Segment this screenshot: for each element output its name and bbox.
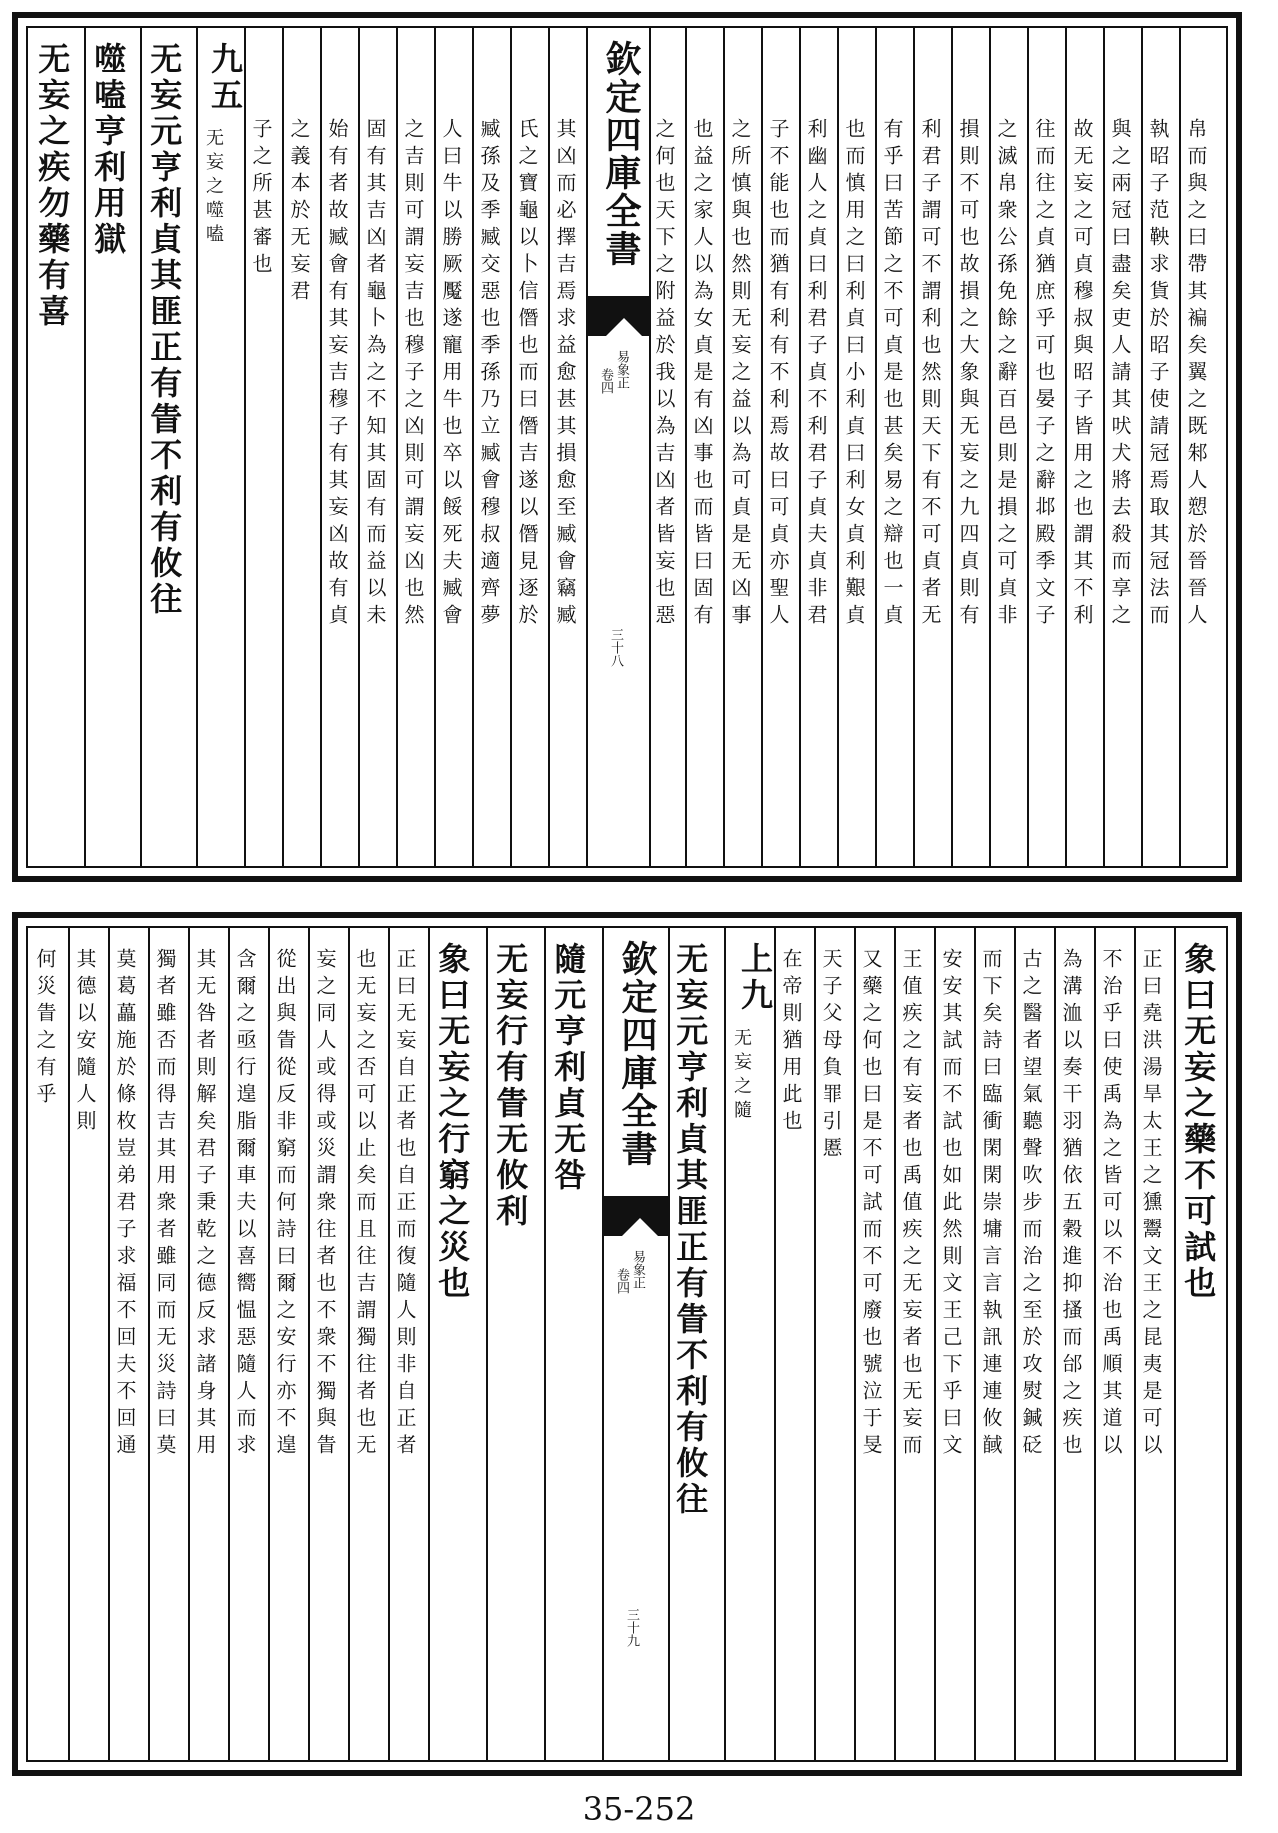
text-column bbox=[854, 928, 896, 1760]
commentary-line: 之所慎與也然則无妄之益以為可貞是无凶事 bbox=[728, 118, 752, 631]
collection-title: 欽定四庫全書 bbox=[600, 40, 642, 268]
page-number: 35-252 bbox=[582, 1790, 696, 1828]
commentary-line: 之何也天下之附益於我以為吉凶者皆妄也惡 bbox=[652, 118, 676, 631]
text-column bbox=[724, 928, 776, 1760]
text-column bbox=[1014, 928, 1056, 1760]
text-column bbox=[934, 928, 976, 1760]
text-column bbox=[799, 28, 839, 866]
text-column bbox=[358, 28, 398, 866]
text-column bbox=[1103, 28, 1143, 866]
commentary-line: 而下矣詩曰臨衝閑閑崇墉言言執訊連連攸馘 bbox=[979, 948, 1003, 1461]
commentary-line: 含爾之亟行遑脂爾車夫以喜嚮愠惡隨人而求 bbox=[233, 948, 257, 1461]
fish-tail-mark-icon bbox=[604, 1196, 668, 1236]
text-column bbox=[188, 928, 230, 1760]
text-column bbox=[837, 28, 877, 866]
main-text-line: 无妄之疾勿藥有喜 bbox=[33, 42, 72, 330]
text-column bbox=[108, 928, 150, 1760]
commentary-line: 正曰无妄自正者也自正而復隨人則非自正者 bbox=[393, 948, 417, 1461]
text-column bbox=[974, 928, 1016, 1760]
text-column bbox=[951, 28, 991, 866]
fish-tail-mark-icon bbox=[588, 296, 649, 336]
commentary-line: 不治乎曰使禹為之皆可以不治也禹順其道以 bbox=[1099, 948, 1123, 1461]
text-column bbox=[68, 928, 110, 1760]
commentary-line: 也益之家人以為女貞是有凶事也而皆曰固有 bbox=[690, 118, 714, 631]
book-title: 易象正 bbox=[614, 350, 629, 389]
commentary-line: 安安其試而不試也如此然則文王己下乎曰文 bbox=[939, 948, 963, 1461]
commentary-line: 利幽人之貞曰利君子貞不利君子貞夫貞非君 bbox=[804, 118, 828, 631]
commentary-line: 之義本於无妄君 bbox=[287, 118, 311, 307]
commentary-line: 正曰堯洪湯旱太王之獯鬻文王之昆夷是可以 bbox=[1139, 948, 1163, 1461]
line-note: 无妄之噬嗑 bbox=[203, 128, 224, 248]
text-column bbox=[1134, 928, 1176, 1760]
line-heading: 上九 bbox=[736, 942, 774, 1014]
text-column bbox=[774, 928, 816, 1760]
commentary-line: 獨者雖否而得吉其用衆者雖同而无災詩曰莫 bbox=[153, 948, 177, 1461]
text-column bbox=[428, 928, 488, 1760]
text-column bbox=[434, 28, 474, 866]
text-column bbox=[268, 928, 310, 1760]
commentary-line: 從出與眚從反非窮而何詩曰爾之安行亦不遑 bbox=[273, 948, 297, 1461]
commentary-line: 執昭子范鞅求貨於昭子使請冠焉取其冠法而 bbox=[1146, 118, 1170, 631]
volume-label: 卷四 bbox=[614, 1268, 629, 1294]
commentary-line: 也而慎用之曰利貞曰小利貞曰利女貞利艱貞 bbox=[842, 118, 866, 631]
commentary-line: 有乎曰苦節之不可貞是也甚矣易之辯也一貞 bbox=[880, 118, 904, 631]
upper-page bbox=[12, 12, 1242, 882]
text-column bbox=[228, 928, 270, 1760]
text-column bbox=[1094, 928, 1136, 1760]
main-text-line: 无妄元亨利貞其匪正有眚不利有攸往 bbox=[145, 42, 184, 618]
commentary-line: 人曰牛以勝厥魘遂寵用牛也卒以餒死夫臧會 bbox=[439, 118, 463, 631]
text-column bbox=[348, 928, 390, 1760]
commentary-line: 又藥之何也曰是不可試而不可廢也號泣于旻 bbox=[859, 948, 883, 1461]
text-column bbox=[1174, 928, 1226, 1760]
text-column bbox=[140, 28, 198, 866]
commentary-line: 與之兩冠曰盡矣吏人請其吠犬將去殺而享之 bbox=[1108, 118, 1132, 631]
text-column bbox=[723, 28, 763, 866]
commentary-line: 其德以安隨人則 bbox=[73, 948, 97, 1137]
commentary-line: 其凶而必擇吉焉求益愈甚其損愈至臧會竊臧 bbox=[553, 118, 577, 631]
main-text-line: 象曰无妄之行窮之災也 bbox=[433, 942, 472, 1302]
book-title: 易象正 bbox=[630, 1250, 645, 1289]
text-column bbox=[28, 928, 70, 1760]
text-column bbox=[320, 28, 360, 866]
text-column bbox=[28, 28, 86, 866]
commentary-line: 之吉則可謂妄吉也穆子之凶則可謂妄凶也然 bbox=[401, 118, 425, 631]
text-column bbox=[814, 928, 856, 1760]
commentary-line: 古之醫者望氣聽聲吹步而治之至於攻熨鍼砭 bbox=[1019, 948, 1043, 1461]
leaf-number: 三十九 bbox=[624, 1608, 639, 1647]
main-text-line: 无妄元亨利貞其匪正有眚不利有攸往 bbox=[671, 942, 710, 1518]
text-column bbox=[1054, 928, 1096, 1760]
commentary-line: 天子父母負罪引慝 bbox=[819, 948, 843, 1164]
commentary-line: 妄之同人或得或災謂衆往者也不衆不獨與眚 bbox=[313, 948, 337, 1461]
text-column bbox=[548, 28, 588, 866]
text-column bbox=[647, 28, 687, 866]
lower-page bbox=[12, 912, 1242, 1776]
text-column bbox=[894, 928, 936, 1760]
collection-title: 欽定四庫全書 bbox=[616, 940, 658, 1168]
text-column bbox=[1179, 28, 1226, 866]
text-column bbox=[875, 28, 915, 866]
text-column bbox=[685, 28, 725, 866]
text-column bbox=[486, 928, 546, 1760]
text-column bbox=[308, 928, 350, 1760]
main-text-line: 无妄行有眚无攸利 bbox=[491, 942, 530, 1230]
commentary-line: 之滅帛衆公孫免餘之辭百邑則是損之可貞非 bbox=[994, 118, 1018, 631]
text-column bbox=[666, 928, 726, 1760]
center-fold-column bbox=[586, 28, 651, 866]
main-text-line: 隨元亨利貞无咎 bbox=[549, 942, 588, 1194]
commentary-line: 其无咎者則解矣君子秉乾之德反求諸身其用 bbox=[193, 948, 217, 1461]
commentary-line: 在帝則猶用此也 bbox=[779, 948, 803, 1137]
commentary-line: 帛而與之曰帶其褊矣翼之既邾人愬於晉晉人 bbox=[1184, 118, 1208, 631]
commentary-line: 固有其吉凶者龜卜為之不知其固有而益以未 bbox=[363, 118, 387, 631]
commentary-line: 莫葛藟施於條枚豈弟君子求福不回夫不回通 bbox=[113, 948, 137, 1461]
commentary-line: 也无妄之否可以止矣而且往吉謂獨往者也无 bbox=[353, 948, 377, 1461]
volume-label: 卷四 bbox=[598, 368, 613, 394]
leaf-number: 三十八 bbox=[608, 628, 623, 667]
text-column bbox=[282, 28, 322, 866]
text-column bbox=[510, 28, 550, 866]
commentary-line: 氏之寶龜以卜信僭也而曰僭吉遂以僭見逐於 bbox=[515, 118, 539, 631]
commentary-line: 何災眚之有乎 bbox=[33, 948, 57, 1110]
commentary-line: 子之所甚審也 bbox=[249, 118, 273, 280]
text-column bbox=[1065, 28, 1105, 866]
main-text-line: 象曰无妄之藥不可試也 bbox=[1179, 942, 1218, 1302]
text-column bbox=[472, 28, 512, 866]
text-column bbox=[388, 928, 430, 1760]
main-text-line: 噬嗑亨利用獄 bbox=[89, 42, 128, 258]
text-column bbox=[84, 28, 142, 866]
commentary-line: 故无妄之可貞穆叔與昭子皆用之也謂其不利 bbox=[1070, 118, 1094, 631]
commentary-line: 損則不可也故損之大象與无妄之九四貞則有 bbox=[956, 118, 980, 631]
text-column bbox=[989, 28, 1029, 866]
text-column bbox=[761, 28, 801, 866]
text-column bbox=[148, 928, 190, 1760]
commentary-line: 王值疾之有妄者也禹值疾之无妄者也无妄而 bbox=[899, 948, 923, 1461]
commentary-line: 利君子謂可不謂利也然則天下有不可貞者无 bbox=[918, 118, 942, 631]
lower-page-frame bbox=[26, 926, 1228, 1762]
commentary-line: 為溝洫以奏干羽猶依五穀進抑搔而邰之疾也 bbox=[1059, 948, 1083, 1461]
center-fold-column bbox=[602, 928, 670, 1760]
text-column bbox=[913, 28, 953, 866]
text-column bbox=[396, 28, 436, 866]
text-column bbox=[1141, 28, 1181, 866]
line-note: 无妄之隨 bbox=[731, 1028, 752, 1124]
text-column bbox=[244, 28, 284, 866]
text-column bbox=[544, 928, 604, 1760]
commentary-line: 往而往之貞猶庶乎可也晏子之辭邶殿季文子 bbox=[1032, 118, 1056, 631]
upper-page-frame bbox=[26, 26, 1228, 868]
line-heading: 九五 bbox=[206, 42, 244, 114]
commentary-line: 子不能也而猶有利有不利焉故曰可貞亦聖人 bbox=[766, 118, 790, 631]
text-column bbox=[1027, 28, 1067, 866]
text-column bbox=[196, 28, 246, 866]
commentary-line: 始有者故臧會有其妄吉穆子有其妄凶故有貞 bbox=[325, 118, 349, 631]
commentary-line: 臧孫及季臧交惡也季孫乃立臧會穆叔適齊夢 bbox=[477, 118, 501, 631]
